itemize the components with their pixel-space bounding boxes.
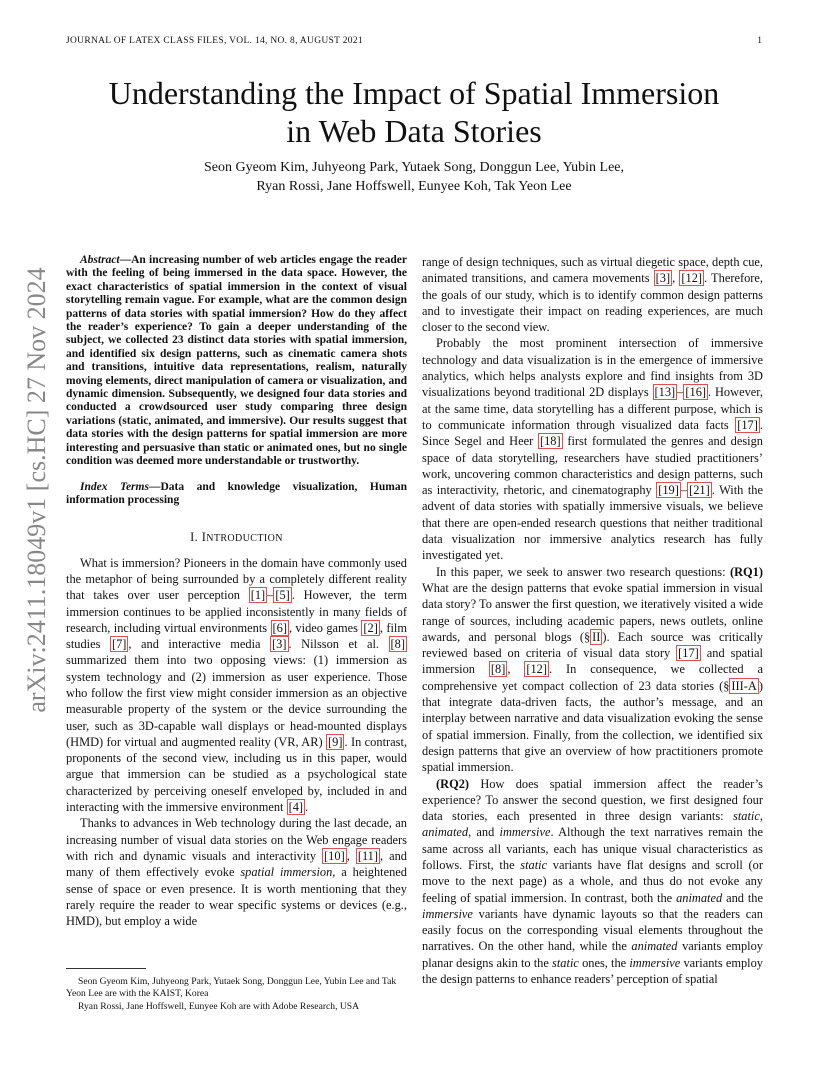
text-run: . In consequence, we collected a comprehensive yet compact collection of 23 data stories (§ xyxy=(422,662,763,693)
right-paragraph-2 xyxy=(422,335,763,563)
text-run: – xyxy=(677,385,684,400)
text-run: . Therefore, the goals of our study, which is to identify common design patterns and to investigate their impact on reading experiences, are much closer to the second view. xyxy=(422,271,763,335)
emphasis: immersive xyxy=(629,955,681,970)
citation-link[interactable]: [3] xyxy=(272,637,287,652)
emphasis: static xyxy=(733,809,760,824)
abstract-text: —An increasing number of web articles engage the reader with the feeling of being immersed in the data space. However, the exact characteristics of spatial immersion in the context of visual storytelling remain vague. For example, what are the common design patterns of data stories with spatial immersion? How do they affect the reader’s experience? To gain a deeper understanding of the subject, we collected 23 distinct data stories with spatial immersion, and identified six design patterns, such as cinematic camera shots and transitions, intuitive data representations, realism, naturally moving elements, direct manipulation of camera or visualization, and dynamic dimension. Subsequently, we designed four data stories and conducted a crowdsourced user study comparing three design variations (static, animated, and immersive). Our results suggest that data stories with the design patterns for spatial immersion are more interesting and persuasive than static or animated ones, but no single condition was deemed more understandable or trustworthy. xyxy=(66,254,407,468)
footnote xyxy=(66,976,407,1013)
citation-link[interactable]: [7] xyxy=(111,637,127,652)
citation-link[interactable]: [3] xyxy=(655,271,671,286)
emphasis: animated xyxy=(676,890,723,905)
research-question-label: (RQ1) xyxy=(729,564,763,579)
text-run: – xyxy=(680,483,688,498)
citation-link[interactable]: [16] xyxy=(685,385,707,400)
research-question-label: (RQ2) xyxy=(436,776,470,791)
citation-link[interactable]: [1] xyxy=(250,588,266,603)
arxiv-stamp-text: arXiv:2411.18049v1 [cs.HC] 27 Nov 2024 xyxy=(22,267,51,713)
emphasis: static xyxy=(552,955,579,970)
title-line-1: Understanding the Impact of Spatial Immersion xyxy=(108,75,720,111)
footnote-divider xyxy=(66,968,146,969)
citation-link[interactable]: [10] xyxy=(324,848,345,863)
author-list xyxy=(100,158,728,196)
section-reference-link[interactable]: III-A xyxy=(731,678,757,693)
text-run: What is immersion? Pioneers in the domain have commonly used the metaphor of being surrounded by a completely different reality that takes over user perception xyxy=(66,555,407,603)
emphasis: immersive xyxy=(422,906,473,921)
authors-line-2: Ryan Rossi, Jane Hoffswell, Eunyee Koh, Tak Yeon Lee xyxy=(256,179,572,194)
citation-link[interactable]: [8] xyxy=(490,662,506,677)
abstract-label: Abstract xyxy=(80,254,120,266)
text-run: and the xyxy=(722,890,763,905)
citation-link[interactable]: [11] xyxy=(357,848,378,863)
emphasis: animated xyxy=(422,825,469,840)
index-terms xyxy=(66,481,407,508)
text-run: summarized them into two opposing views: (1) immersion as system technology and (2) immersion as user experience. Those who follow the first view might consider immersion as an objective measurable property of the system or the device surrounding the user, such as 3D-capable wall displays or head-mounted displays (HMD) for virtual and augmented reality (VR, AR) xyxy=(66,653,407,749)
text-run: – xyxy=(267,588,274,603)
index-terms-label: Index Terms xyxy=(80,480,149,493)
right-column xyxy=(422,254,763,987)
title-line-2: in Web Data Stories xyxy=(286,113,542,149)
citation-link[interactable]: [8] xyxy=(390,637,405,652)
section-reference-link[interactable]: II xyxy=(592,629,601,644)
footnote-affiliation-2: Ryan Rossi, Jane Hoffswell, Eunyee Koh are with Adobe Research, USA xyxy=(78,1000,360,1012)
citation-link[interactable]: [9] xyxy=(328,734,343,749)
paper-title xyxy=(60,74,768,150)
emphasis: static xyxy=(520,857,548,872)
arxiv-stamp xyxy=(20,267,54,713)
right-paragraph-3 xyxy=(422,564,763,776)
text-run: , and interactive media xyxy=(128,637,271,652)
text-run: . Since Segel and Heer xyxy=(422,417,763,449)
text-run: variants employ planar designs akin to the xyxy=(422,939,764,970)
citation-link[interactable]: [12] xyxy=(681,271,703,286)
section-numeral: I. xyxy=(190,530,202,545)
citation-link[interactable]: [4] xyxy=(288,800,304,815)
text-run: , video games xyxy=(288,620,362,635)
text-run: . However, at the same time, data storytelling has a different purpose, which is to communicate information through visualized data facts xyxy=(422,385,763,432)
text-run: ). Each source was critically reviewed based on criteria of visual data story xyxy=(422,629,763,661)
text-run: , xyxy=(672,271,680,286)
text-run: , xyxy=(346,848,356,863)
citation-link[interactable]: [12] xyxy=(526,662,548,677)
text-run: . However, the term immersion continues to be applied inconsistently in many fields of research, including virtual environments xyxy=(66,588,407,635)
citation-link[interactable]: [19] xyxy=(658,483,679,498)
intro-paragraph-2 xyxy=(66,815,407,929)
citation-link[interactable]: [17] xyxy=(737,417,758,432)
right-paragraph-4 xyxy=(422,776,763,988)
index-terms-text: —Data and knowledge visualization, Human information processing xyxy=(66,480,408,506)
text-run: , and xyxy=(468,825,500,840)
citation-link[interactable]: [6] xyxy=(272,620,287,635)
text-run: first formulated the genres and design space of data storytelling, researchers have studied practitioners’ work, uncovering common characteristics and design patterns, such as interactivity, rhetoric, and cinematography xyxy=(422,434,763,498)
emphasis: immersive xyxy=(499,825,551,840)
citation-link[interactable]: [18] xyxy=(539,434,561,449)
text-run: . With the advent of data stories with spatially immersive visuals, we believe that there are open-ended research questions that neither traditional data visualization nor immersive analytics research has fully investigated yet. xyxy=(422,483,763,563)
text-run: and spatial immersion xyxy=(422,646,763,677)
text-run: How does spatial immersion affect the reader’s experience? To answer the second question, we first designed four data stories, each presented in three design variants: xyxy=(422,776,763,824)
section-heading-introduction xyxy=(66,529,407,547)
journal-header: JOURNAL OF LATEX CLASS FILES, VOL. 14, NO. 8, AUGUST 2021 xyxy=(66,36,363,46)
text-run: , xyxy=(507,662,525,677)
text-run: Probably the most prominent intersection of immersive technology and data visualization is in the emergence of immersive analytics, which helps analysts explore and find insights from 3D visualizations beyond traditional 2D displays xyxy=(422,336,763,400)
text-run: ) that integrate data-driven facts, the author’s message, and an interplay between narrative and data visualization evoking the sense of spatial immersion. Finally, from the collection, we identified six design patterns that give an overview of how practitioners promote spatial immersion. xyxy=(422,678,763,775)
left-column xyxy=(66,254,407,929)
citation-link[interactable]: [17] xyxy=(678,646,699,661)
right-paragraph-1 xyxy=(422,254,763,335)
text-run: variants have flat designs and scroll (or move to the next page) as a whole, and thus do not evoke any feeling of spatial immersion. In contrast, both the xyxy=(422,857,763,905)
text-run: What are the design patterns that evoke spatial immersion in visual data story? To answer the first question, we iteratively visited a wide range of sources, including academic papers, news outlets, online awards, and personal blogs (§ xyxy=(422,580,763,644)
text-run: . Nilsson et al. xyxy=(288,637,389,652)
text-run: ones, the xyxy=(578,955,630,970)
section-title-rest: NTRODUCTION xyxy=(206,533,283,545)
intro-paragraph-1 xyxy=(66,555,407,816)
footnote-affiliation-1: Seon Gyeom Kim, Juhyeong Park, Yutaek Song, Donggun Lee, Yubin Lee and Tak Yeon Lee are with the KAIST, Korea xyxy=(66,976,397,1000)
text-run: In this paper, we seek to answer two research questions: xyxy=(436,564,730,579)
text-run: Thanks to advances in Web technology during the last decade, an increasing number of visual data stories on the Web engage readers with rich and dynamic visuals and interactivity xyxy=(66,816,407,863)
text-run: , film studies xyxy=(66,620,407,652)
citation-link[interactable]: [13] xyxy=(654,385,676,400)
emphasis: spatial immersion xyxy=(240,865,333,880)
emphasis: animated xyxy=(631,939,678,954)
text-run: , a heightened sense of space or even presence. It is worth mentioning that they rarely require the reader to wear specific systems or devices (e.g., HMD), but employ a wide xyxy=(66,865,407,929)
text-run: variants have dynamic layouts so that the readers can easily focus on the corresponding visual elements throughout the narratives. On the other hand, while the xyxy=(422,906,763,954)
citation-link[interactable]: [21] xyxy=(689,483,710,498)
page-number: 1 xyxy=(757,36,762,46)
text-run: . In contrast, proponents of the second view, including us in this paper, would argue that immersion can be studied as a psychological state characterized by perceiving oneself enveloped by, included in and interacting with the immersive environment xyxy=(66,734,407,815)
citation-link[interactable]: [5] xyxy=(275,588,290,603)
text-run: . Although the text narratives remain the same across all variants, each has unique visual characteristics as follows. First, the xyxy=(422,825,763,872)
text-run: . xyxy=(305,800,309,815)
text-run: , xyxy=(759,809,763,824)
text-run: variants employ the design patterns to enhance readers’ perception of spatial xyxy=(422,955,763,987)
abstract xyxy=(66,254,407,469)
authors-line-1: Seon Gyeom Kim, Juhyeong Park, Yutaek Song, Donggun Lee, Yubin Lee, xyxy=(203,160,625,175)
text-run: range of design techniques, such as virtual diegetic space, depth cue, animated transitions, and camera movements xyxy=(422,255,763,286)
citation-link[interactable]: [2] xyxy=(363,620,378,635)
section-initial: I xyxy=(201,530,207,545)
text-run: , and many of them effectively evoke xyxy=(66,848,407,880)
